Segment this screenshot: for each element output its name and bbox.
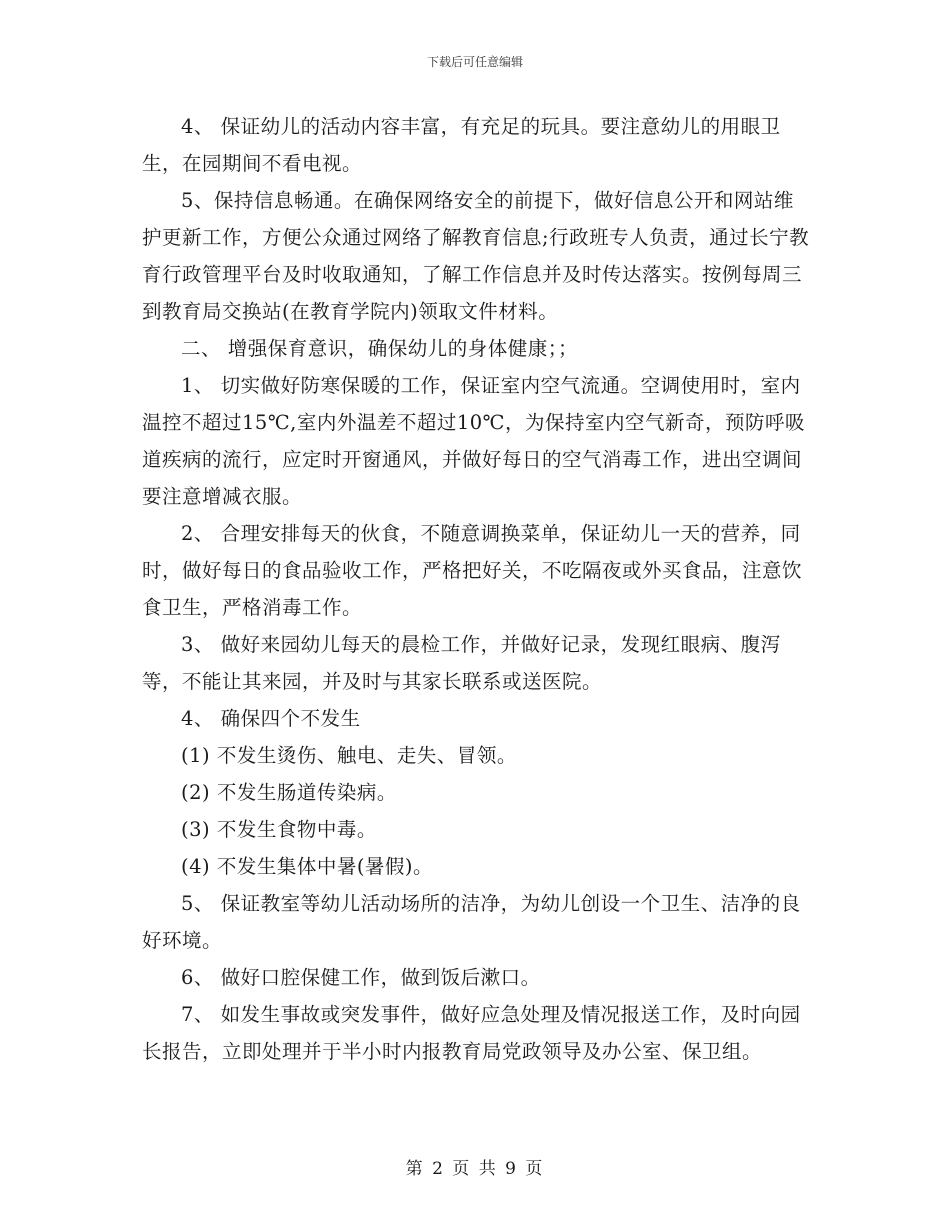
section-heading-health: 二、 增强保育意识，确保幼儿的身体健康；；: [181, 337, 578, 360]
sub-item-3: (3) 不发生食物中毒。: [181, 818, 377, 841]
document-body: [142, 108, 810, 1070]
sub-item-1: (1) 不发生烫伤、触电、走失、冒领。: [181, 744, 517, 767]
paragraph-item-5-information: 5、保持信息畅通。在确保网络安全的前提下，做好信息公开和网站维护更新工作，方便公众通过网络了解教育信息;行政班专人负责，通过长宁教育行政管理平台及时收取通知，了解工作信息并及时传达落实。按例每周三到教育局交换站(在教育学院内)领取文件材料。: [142, 189, 810, 323]
paragraph-item-3-morning-check: 3、 做好来园幼儿每天的晨检工作，并做好记录，发现红眼病、腹泻等，不能让其来园，并及时与其家长联系或送医院。: [142, 633, 781, 693]
paragraph-item-4-toys: 4、 保证幼儿的活动内容丰富，有充足的玩具。要注意幼儿的用眼卫生，在园期间不看电视。: [142, 115, 781, 175]
sub-item-4: (4) 不发生集体中暑(暑假)。: [181, 855, 434, 878]
sub-item-2: (2) 不发生肠道传染病。: [181, 781, 397, 804]
paragraph-item-6-oral-care: 6、 做好口腔保健工作，做到饭后漱口。: [181, 966, 541, 989]
page-header: 下载后可任意编辑: [426, 55, 523, 69]
paragraph-item-4-four-nots: 4、 确保四个不发生: [181, 707, 361, 730]
paragraph-item-7-emergency: 7、 如发生事故或突发事件，做好应急处理及情况报送工作，及时向园长报告，立即处理并于半小时内报教育局党政领导及办公室、保卫组。: [142, 1003, 801, 1063]
paragraph-item-2-meals: 2、 合理安排每天的伙食，不随意调换菜单，保证幼儿一天的营养，同时，做好每日的食品验收工作，严格把好关，不吃隔夜或外买食品，注意饮食卫生，严格消毒工作。: [142, 522, 803, 619]
page-number-footer: 第 2 页 共 9 页: [405, 1159, 545, 1179]
paragraph-item-5-cleanliness: 5、 保证教室等幼儿活动场所的洁净，为幼儿创设一个卫生、洁净的良好环境。: [142, 892, 801, 952]
paragraph-item-1-warmth: 1、 切实做好防寒保暖的工作，保证室内空气流通。空调使用时，室内温控不超过15℃,室内外温差不超过10℃，为保持室内空气新奇，预防呼吸道疾病的流行，应定时开窗通风，并做好每日的空气消毒工作，进出空调间要注意增减衣服。: [142, 374, 805, 508]
